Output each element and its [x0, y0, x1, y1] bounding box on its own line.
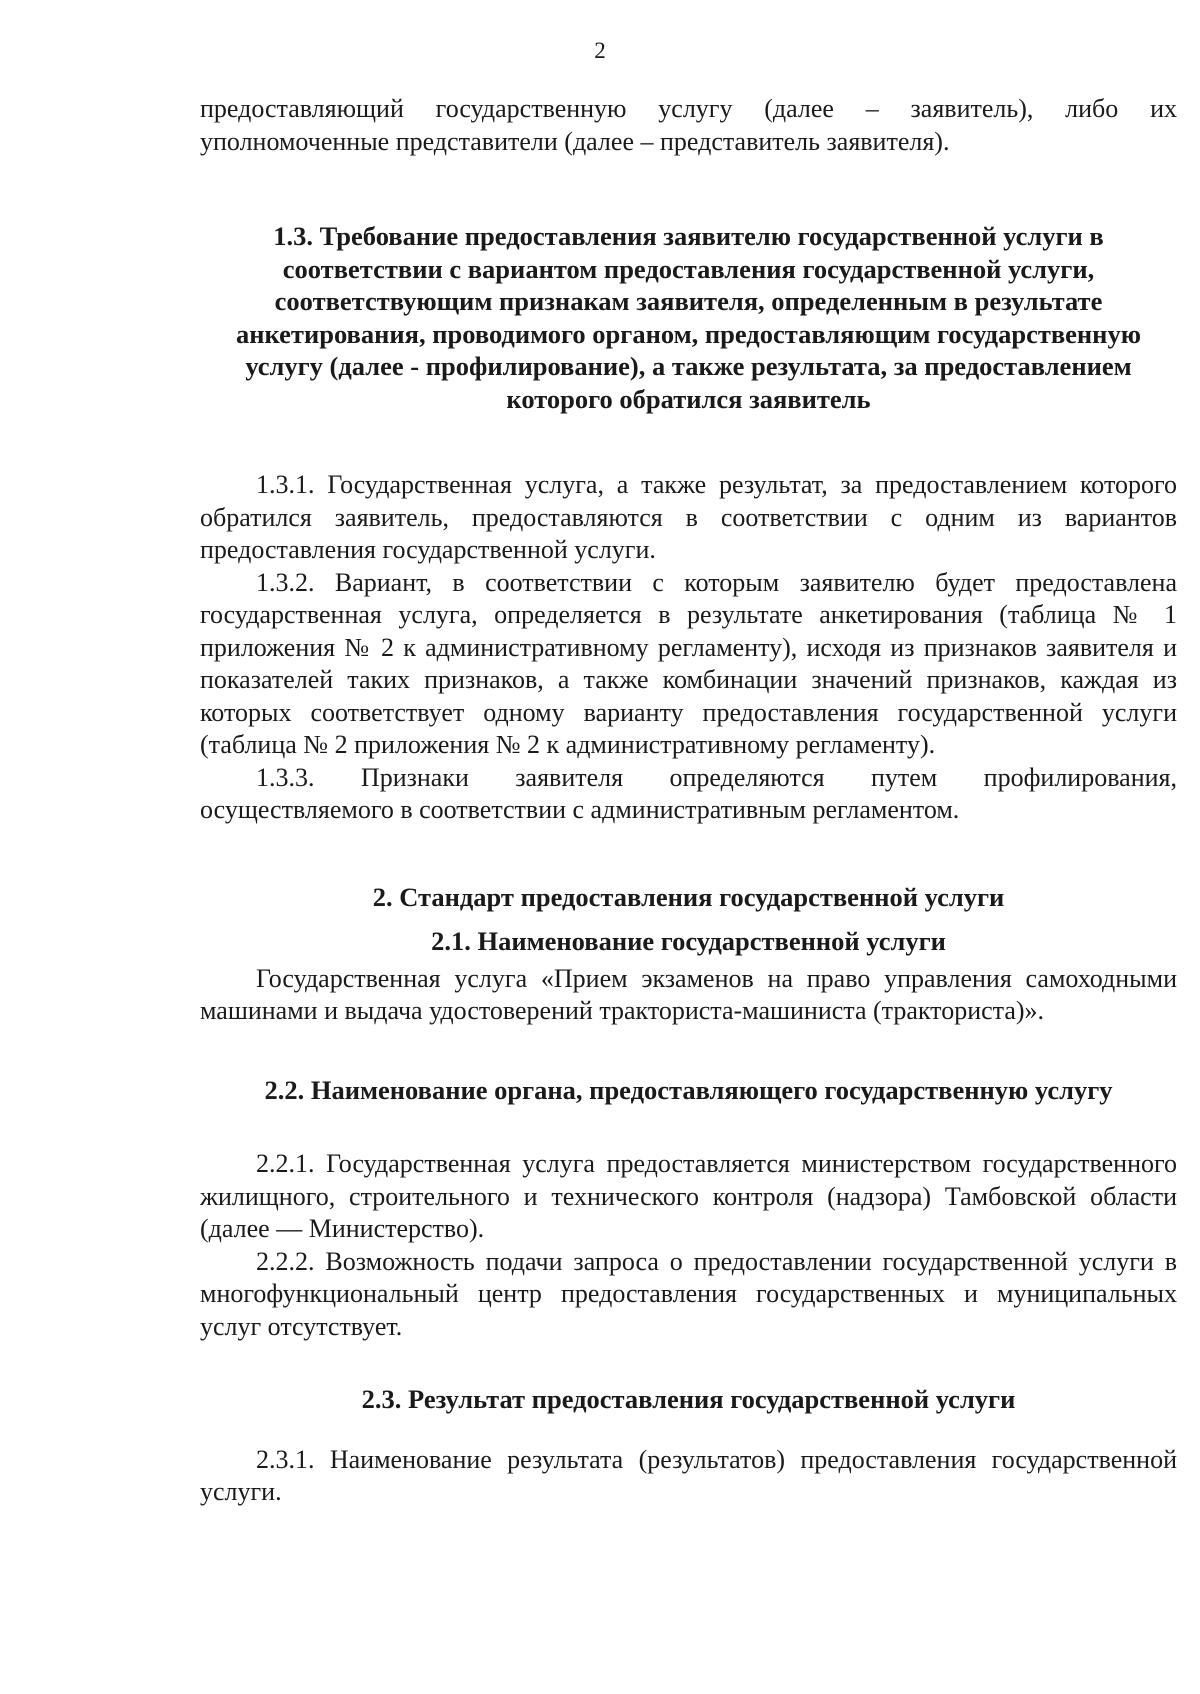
page-number: 2 [594, 38, 606, 63]
paragraph-1-3-1: 1.3.1. Государственная услуга, а также результат, за предоставлением которого обратился заявитель, предоставляются в соответствии с одним из вариантов предоставления государственной услуги. [200, 470, 1177, 564]
section-2-3-heading: 2.3. Результат предоставления государственной услуги [361, 1384, 1016, 1414]
paragraph-2-1: Государственная услуга «Прием экзаменов на право управления самоходными машинами и выдача удостоверений тракториста-машиниста (тракториста)». [200, 963, 1177, 1025]
section-2-heading: 2. Стандарт предоставления государственной услуги [372, 881, 1005, 912]
paragraph-2-2-1: 2.2.1. Государственная услуга предоставляется министерством государственного жилищного, строительного и технического контроля (надзора) Тамбовской области (далее — Министерство). [200, 1149, 1177, 1243]
paragraph-1-3-2: 1.3.2. Вариант, в соответствии с которым заявителю будет предоставлена государственная услуга, определяется в результате анкетирования (таблица № 1 приложения № 2 к административному регламенту), исходя из признаков заявителя и показателей таких признаков, а также комбинации значений признаков, каждая из которых соответствует одному варианту предоставления государственной услуги (таблица № 2 приложения № 2 к административному регламенту). [200, 567, 1177, 759]
paragraph-1-3-3: 1.3.3. Признаки заявителя определяются путем профилирования, осуществляемого в соответствии с административным регламентом. [200, 762, 1177, 824]
paragraph-2-3-1: 2.3.1. Наименование результата (результатов) предоставления государственной услуги. [200, 1444, 1177, 1506]
section-1-3-heading: 1.3. Требование предоставления заявителю государственной услуги в соответствии с вариантом предоставления государственной услуги, соответствующим признакам заявителя, определенным в результате анкетирования, проводимого органом, предоставляющим государственную услугу (далее - профилирование), а также результата, за предоставлением которого обратился заявитель [236, 221, 1141, 414]
intro-paragraph: предоставляющий государственную услугу (далее – заявитель), либо их уполномоченные представители (далее – представитель заявителя). [200, 94, 1177, 156]
paragraph-2-2-2: 2.2.2. Возможность подачи запроса о предоставлении государственной услуги в многофункциональный центр предоставления государственных и муниципальных услуг отсутствует. [200, 1246, 1177, 1341]
section-2-2-heading: 2.2. Наименование органа, предоставляющего государственную услугу [264, 1074, 1113, 1105]
section-2-1-heading: 2.1. Наименование государственной услуги [431, 925, 946, 956]
document-body [200, 93, 1177, 1509]
